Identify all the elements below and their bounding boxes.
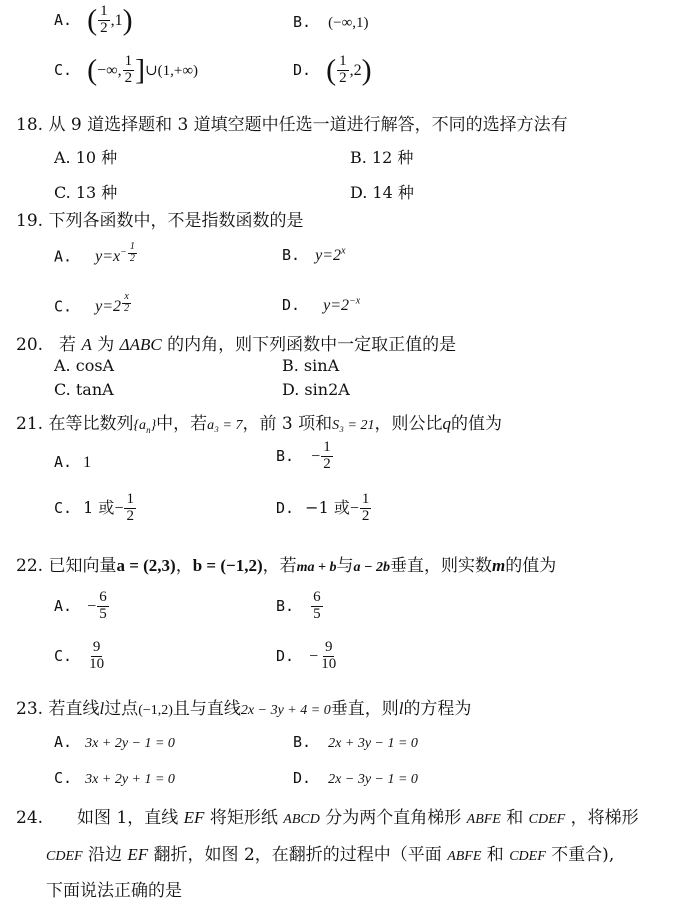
q18-stem: 18. 从 9 道选择题和 3 道填空题中任选一道进行解答，不同的选择方法有 [16, 115, 568, 135]
q19-d-label: D. [282, 296, 301, 314]
q18-option-b[interactable]: B. 12 种 [350, 148, 414, 167]
q17-option-c[interactable] [54, 54, 198, 87]
q17-option-b[interactable] [293, 12, 369, 32]
q21-b-frac: $\frac{1}{2}$ [323, 439, 331, 472]
q19-a-expr: $y=x^{- \frac{1}{2}}$ [95, 241, 135, 266]
q19-c-expr: y=2 $^{\frac{x}{2}}$ [95, 291, 130, 316]
q17-a-label: A. [54, 10, 73, 29]
q23-option-c[interactable]: C. 3x + 2y + 1 = 0 [54, 769, 175, 787]
q22-d-frac: $\frac{9}{10}$ [321, 639, 337, 672]
q23-option-a[interactable]: A. 3x + 2y − 1 = 0 [54, 733, 175, 751]
q19-option-a[interactable] [54, 242, 138, 266]
q19-b-label: B. [282, 246, 301, 264]
q21-d-frac: $\frac{1}{2}$ [361, 491, 370, 524]
q19-option-c[interactable] [54, 292, 132, 316]
q19-a-label: A. [54, 247, 73, 266]
q17-option-d[interactable] [293, 54, 372, 87]
q24-line-3: 下面说法正确的是 [46, 881, 182, 901]
q22-option-c[interactable]: C. $\frac{9}{10}$ [54, 639, 105, 672]
q19-option-d[interactable] [282, 295, 360, 315]
q20-option-d[interactable]: D. sin2A [282, 380, 350, 399]
q17-d-label: D. [293, 60, 312, 79]
q24-line-2: CDEF 沿边 EF 翻折，如图 2，在翻折的过程中（平面 ABFE 和 CDEF 不重合), [46, 845, 615, 865]
q19-stem: 19. 下列各函数中，不是指数函数的是 [16, 211, 304, 231]
q22-option-b[interactable]: B. $\frac{6}{5}$ [276, 589, 321, 622]
q19-option-b[interactable] [282, 245, 346, 265]
q20-option-a[interactable]: A. cosA [54, 356, 115, 375]
q22-option-a[interactable]: A. − $\frac{6}{5}$ [54, 589, 107, 622]
q17-c-label: C. [54, 60, 73, 79]
q21-c-frac: $\frac{1}{2}$ [126, 491, 134, 524]
q18-option-a[interactable]: A. 10 种 [54, 148, 118, 167]
q19-c-label: C. [54, 297, 73, 316]
q18-option-d[interactable]: D. 14 种 [350, 183, 414, 202]
q19-b-expr: $y=2^x$ [315, 245, 346, 264]
q17-d-frac: $\frac{1}{2}$ [339, 53, 347, 86]
q20-option-c[interactable]: C. tanA [54, 380, 114, 399]
q21-option-a[interactable]: A. 1 [54, 453, 92, 471]
q22-a-frac: $\frac{6}{5}$ [99, 589, 107, 622]
q22-c-frac: $\frac{9}{10}$ [89, 639, 105, 672]
q17-b-label: B. [293, 13, 312, 31]
q22-b-frac: $\frac{6}{5}$ [313, 589, 321, 622]
q21-option-b[interactable]: B. − $\frac{1}{2}$ [276, 439, 331, 472]
q18-option-c[interactable]: C. 13 种 [54, 183, 118, 202]
q19-d-expr: $y=2^{-x}$ [323, 295, 361, 314]
q17-option-a[interactable] [54, 4, 133, 37]
q17-b-expr: (−∞,1) [328, 15, 369, 31]
q20-option-b[interactable]: B. sinA [282, 356, 340, 375]
q22-option-d[interactable]: D. − $\frac{9}{10}$ [276, 639, 337, 672]
q24-line-1: 24. 如图 1，直线 EF 将矩形纸 ABCD 分为两个直角梯形 ABFE 和 CDEF ，将梯形 [16, 808, 639, 828]
q21-option-c[interactable]: C. 1 或− $\frac{1}{2}$ [54, 491, 134, 524]
q23-option-b[interactable]: B. 2x + 3y − 1 = 0 [293, 733, 418, 751]
q17-a-frac: $\frac{1}{2}$ [100, 3, 108, 36]
q23-option-d[interactable]: D. 2x − 3y − 1 = 0 [293, 769, 418, 787]
q17-c-frac: $\frac{1}{2}$ [124, 53, 133, 86]
q22-stem: 22. 已知向量a = (2,3)，b = (−1,2)，若ma + b与a − 2b垂直，则实数m的值为 [16, 556, 557, 576]
q20-stem: 20. 若 A 为 ΔABC 的内角，则下列函数中一定取正值的是 [16, 335, 457, 355]
q17-d-expr: ( $\frac{1}{2}$ ,2) [326, 53, 372, 87]
q23-stem: 23. 若直线l过点(−1,2)且与直线2x − 3y + 4 = 0垂直，则l的方程为 [16, 699, 472, 719]
q17-a-expr: ( $\frac{1}{2}$ ,1) [87, 3, 133, 37]
q21-option-d[interactable]: D. −1 或− $\frac{1}{2}$ [276, 491, 370, 524]
q17-c-expr: (−∞, $\frac{1}{2}$ ]∪(1,+∞) [87, 53, 199, 87]
q21-stem: 21. 在等比数列$\{a_n\}$中，若a₃ = 7，前 3 项和S₃ = 21，则公比q的值为 [16, 414, 502, 435]
